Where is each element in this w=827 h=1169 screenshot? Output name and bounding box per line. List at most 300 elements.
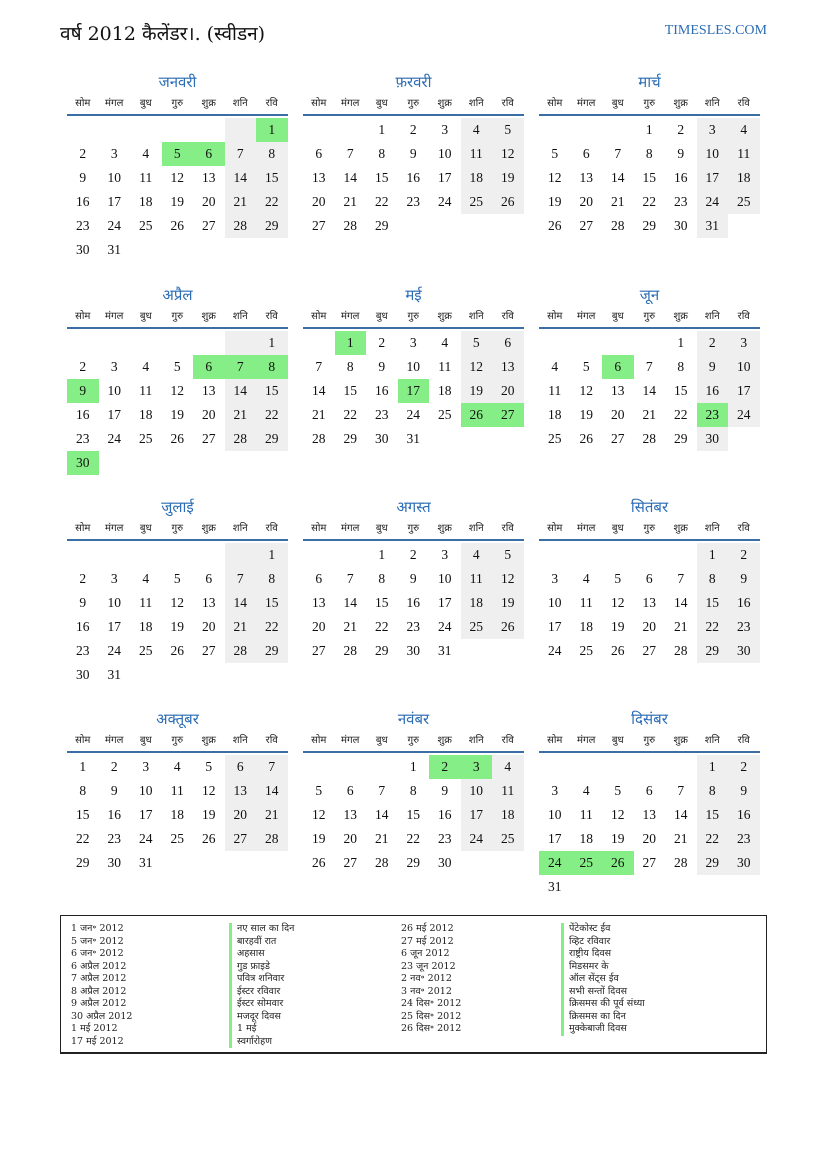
day-cell[interactable]: 15 xyxy=(256,591,288,615)
day-cell[interactable]: 16 xyxy=(76,619,90,634)
day-cell[interactable]: 11 xyxy=(139,383,153,398)
day-cell[interactable]: 4 xyxy=(142,359,150,374)
day-cell[interactable]: 12 xyxy=(492,142,524,166)
day-cell[interactable]: 25 xyxy=(461,615,493,639)
day-cell[interactable]: 16 xyxy=(76,194,90,209)
day-cell[interactable]: 9 xyxy=(677,146,685,161)
day-cell[interactable]: 5 xyxy=(173,571,181,586)
day-cell[interactable]: 4 xyxy=(461,118,493,142)
day-cell[interactable]: 7 xyxy=(677,571,685,586)
day-cell[interactable]: 3 xyxy=(409,335,417,350)
day-cell[interactable]: 31 xyxy=(406,431,420,446)
day-cell[interactable]: 21 xyxy=(642,407,656,422)
day-cell[interactable]: 23 xyxy=(375,407,389,422)
day-cell[interactable]: 14 xyxy=(674,807,688,822)
day-cell[interactable]: 20 xyxy=(492,379,524,403)
day-cell[interactable]: 1 xyxy=(335,331,367,355)
day-cell[interactable]: 31 xyxy=(139,855,153,870)
day-cell[interactable]: 9 xyxy=(728,567,760,591)
day-cell[interactable]: 15 xyxy=(375,170,389,185)
day-cell[interactable]: 20 xyxy=(642,831,656,846)
day-cell[interactable]: 16 xyxy=(697,379,729,403)
day-cell[interactable]: 12 xyxy=(170,595,184,610)
day-cell[interactable]: 12 xyxy=(579,383,593,398)
day-cell[interactable]: 12 xyxy=(312,807,326,822)
day-cell[interactable]: 28 xyxy=(343,218,357,233)
day-cell[interactable]: 18 xyxy=(461,591,493,615)
day-cell[interactable]: 1 xyxy=(677,335,685,350)
day-cell[interactable]: 29 xyxy=(343,431,357,446)
day-cell[interactable]: 8 xyxy=(677,359,685,374)
day-cell[interactable]: 19 xyxy=(170,619,184,634)
day-cell[interactable]: 3 xyxy=(110,359,118,374)
day-cell[interactable]: 20 xyxy=(202,407,216,422)
day-cell[interactable]: 24 xyxy=(728,403,760,427)
day-cell[interactable]: 3 xyxy=(697,118,729,142)
day-cell[interactable]: 27 xyxy=(225,827,257,851)
day-cell[interactable]: 28 xyxy=(256,827,288,851)
day-cell[interactable]: 6 xyxy=(645,571,653,586)
day-cell[interactable]: 29 xyxy=(256,214,288,238)
day-cell[interactable]: 22 xyxy=(674,407,688,422)
day-cell[interactable]: 2 xyxy=(409,547,417,562)
day-cell[interactable]: 5 xyxy=(614,783,622,798)
day-cell[interactable]: 8 xyxy=(378,146,386,161)
day-cell[interactable]: 4 xyxy=(142,146,150,161)
day-cell[interactable]: 26 xyxy=(548,218,562,233)
day-cell[interactable]: 22 xyxy=(375,619,389,634)
day-cell[interactable]: 28 xyxy=(312,431,326,446)
day-cell[interactable]: 15 xyxy=(697,591,729,615)
day-cell[interactable]: 20 xyxy=(579,194,593,209)
day-cell[interactable]: 23 xyxy=(107,831,121,846)
day-cell[interactable]: 5 xyxy=(492,543,524,567)
day-cell[interactable]: 25 xyxy=(571,851,603,875)
day-cell[interactable]: 8 xyxy=(645,146,653,161)
day-cell[interactable]: 7 xyxy=(225,142,257,166)
day-cell[interactable]: 21 xyxy=(343,194,357,209)
day-cell[interactable]: 3 xyxy=(441,547,449,562)
day-cell[interactable]: 19 xyxy=(170,407,184,422)
day-cell[interactable]: 22 xyxy=(256,403,288,427)
day-cell[interactable]: 30 xyxy=(76,667,90,682)
day-cell[interactable]: 18 xyxy=(548,407,562,422)
day-cell[interactable]: 16 xyxy=(674,170,688,185)
day-cell[interactable]: 3 xyxy=(110,571,118,586)
day-cell[interactable]: 16 xyxy=(438,807,452,822)
day-cell[interactable]: 10 xyxy=(548,807,562,822)
day-cell[interactable]: 9 xyxy=(110,783,118,798)
day-cell[interactable]: 15 xyxy=(343,383,357,398)
day-cell[interactable]: 9 xyxy=(409,571,417,586)
day-cell[interactable]: 21 xyxy=(225,615,257,639)
day-cell[interactable]: 30 xyxy=(107,855,121,870)
day-cell[interactable]: 7 xyxy=(645,359,653,374)
day-cell[interactable]: 29 xyxy=(256,427,288,451)
day-cell[interactable]: 27 xyxy=(312,643,326,658)
day-cell[interactable]: 15 xyxy=(76,807,90,822)
day-cell[interactable]: 25 xyxy=(728,190,760,214)
day-cell[interactable]: 11 xyxy=(461,567,493,591)
day-cell[interactable]: 29 xyxy=(76,855,90,870)
day-cell[interactable]: 17 xyxy=(107,407,121,422)
day-cell[interactable]: 19 xyxy=(202,807,216,822)
day-cell[interactable]: 6 xyxy=(193,142,225,166)
day-cell[interactable]: 1 xyxy=(697,543,729,567)
day-cell[interactable]: 20 xyxy=(312,194,326,209)
day-cell[interactable]: 7 xyxy=(225,355,257,379)
day-cell[interactable]: 29 xyxy=(674,431,688,446)
day-cell[interactable]: 19 xyxy=(312,831,326,846)
day-cell[interactable]: 17 xyxy=(461,803,493,827)
day-cell[interactable]: 15 xyxy=(674,383,688,398)
day-cell[interactable]: 10 xyxy=(697,142,729,166)
day-cell[interactable]: 5 xyxy=(582,359,590,374)
day-cell[interactable]: 4 xyxy=(728,118,760,142)
day-cell[interactable]: 7 xyxy=(346,146,354,161)
day-cell[interactable]: 19 xyxy=(461,379,493,403)
day-cell[interactable]: 9 xyxy=(728,779,760,803)
day-cell[interactable]: 24 xyxy=(406,407,420,422)
day-cell[interactable]: 20 xyxy=(202,194,216,209)
day-cell[interactable]: 7 xyxy=(225,567,257,591)
day-cell[interactable]: 12 xyxy=(170,170,184,185)
day-cell[interactable]: 7 xyxy=(378,783,386,798)
day-cell[interactable]: 13 xyxy=(611,383,625,398)
day-cell[interactable]: 5 xyxy=(315,783,323,798)
day-cell[interactable]: 17 xyxy=(548,619,562,634)
day-cell[interactable]: 15 xyxy=(697,803,729,827)
day-cell[interactable]: 24 xyxy=(438,194,452,209)
day-cell[interactable]: 18 xyxy=(170,807,184,822)
day-cell[interactable]: 14 xyxy=(375,807,389,822)
day-cell[interactable]: 22 xyxy=(256,190,288,214)
day-cell[interactable]: 1 xyxy=(697,755,729,779)
day-cell[interactable]: 12 xyxy=(170,383,184,398)
day-cell[interactable]: 25 xyxy=(139,218,153,233)
day-cell[interactable]: 5 xyxy=(492,118,524,142)
day-cell[interactable]: 8 xyxy=(256,567,288,591)
day-cell[interactable]: 14 xyxy=(674,595,688,610)
day-cell[interactable]: 23 xyxy=(438,831,452,846)
day-cell[interactable]: 9 xyxy=(697,355,729,379)
day-cell[interactable]: 2 xyxy=(110,759,118,774)
day-cell[interactable]: 14 xyxy=(343,170,357,185)
day-cell[interactable]: 8 xyxy=(256,355,288,379)
day-cell[interactable]: 8 xyxy=(697,779,729,803)
day-cell[interactable]: 30 xyxy=(728,851,760,875)
day-cell[interactable]: 17 xyxy=(398,379,430,403)
day-cell[interactable]: 30 xyxy=(438,855,452,870)
day-cell[interactable]: 2 xyxy=(79,146,87,161)
day-cell[interactable]: 23 xyxy=(76,218,90,233)
day-cell[interactable]: 3 xyxy=(142,759,150,774)
day-cell[interactable]: 24 xyxy=(548,643,562,658)
day-cell[interactable]: 3 xyxy=(551,571,559,586)
day-cell[interactable]: 10 xyxy=(107,383,121,398)
day-cell[interactable]: 5 xyxy=(461,331,493,355)
day-cell[interactable]: 23 xyxy=(406,619,420,634)
day-cell[interactable]: 18 xyxy=(139,619,153,634)
day-cell[interactable]: 5 xyxy=(162,142,194,166)
day-cell[interactable]: 27 xyxy=(642,643,656,658)
day-cell[interactable]: 6 xyxy=(315,571,323,586)
day-cell[interactable]: 11 xyxy=(579,807,593,822)
day-cell[interactable]: 18 xyxy=(438,383,452,398)
day-cell[interactable]: 19 xyxy=(170,194,184,209)
day-cell[interactable]: 25 xyxy=(170,831,184,846)
day-cell[interactable]: 23 xyxy=(728,615,760,639)
site-link[interactable]: TIMESLES.COM xyxy=(664,23,767,38)
day-cell[interactable]: 15 xyxy=(642,170,656,185)
day-cell[interactable]: 5 xyxy=(173,359,181,374)
day-cell[interactable]: 23 xyxy=(728,827,760,851)
day-cell[interactable]: 12 xyxy=(492,567,524,591)
day-cell[interactable]: 26 xyxy=(170,218,184,233)
day-cell[interactable]: 9 xyxy=(409,146,417,161)
day-cell[interactable]: 15 xyxy=(256,166,288,190)
day-cell[interactable]: 25 xyxy=(461,190,493,214)
day-cell[interactable]: 4 xyxy=(492,755,524,779)
day-cell[interactable]: 24 xyxy=(461,827,493,851)
day-cell[interactable]: 13 xyxy=(202,383,216,398)
day-cell[interactable]: 10 xyxy=(461,779,493,803)
day-cell[interactable]: 8 xyxy=(697,567,729,591)
day-cell[interactable]: 5 xyxy=(614,571,622,586)
day-cell[interactable]: 1 xyxy=(645,122,653,137)
day-cell[interactable]: 13 xyxy=(492,355,524,379)
day-cell[interactable]: 27 xyxy=(202,643,216,658)
day-cell[interactable]: 6 xyxy=(225,755,257,779)
day-cell[interactable]: 28 xyxy=(225,427,257,451)
day-cell[interactable]: 12 xyxy=(611,807,625,822)
day-cell[interactable]: 6 xyxy=(346,783,354,798)
day-cell[interactable]: 28 xyxy=(225,214,257,238)
day-cell[interactable]: 22 xyxy=(343,407,357,422)
day-cell[interactable]: 21 xyxy=(674,619,688,634)
day-cell[interactable]: 19 xyxy=(611,619,625,634)
day-cell[interactable]: 26 xyxy=(492,615,524,639)
day-cell[interactable]: 19 xyxy=(492,166,524,190)
day-cell[interactable]: 15 xyxy=(406,807,420,822)
day-cell[interactable]: 31 xyxy=(438,643,452,658)
day-cell[interactable]: 1 xyxy=(256,543,288,567)
day-cell[interactable]: 21 xyxy=(256,803,288,827)
day-cell[interactable]: 6 xyxy=(645,783,653,798)
day-cell[interactable]: 21 xyxy=(225,403,257,427)
day-cell[interactable]: 22 xyxy=(642,194,656,209)
day-cell[interactable]: 30 xyxy=(697,427,729,451)
day-cell[interactable]: 24 xyxy=(107,431,121,446)
day-cell[interactable]: 17 xyxy=(438,170,452,185)
day-cell[interactable]: 11 xyxy=(170,783,184,798)
day-cell[interactable]: 31 xyxy=(697,214,729,238)
day-cell[interactable]: 8 xyxy=(79,783,87,798)
day-cell[interactable]: 27 xyxy=(611,431,625,446)
day-cell[interactable]: 11 xyxy=(579,595,593,610)
day-cell[interactable]: 16 xyxy=(406,170,420,185)
day-cell[interactable]: 1 xyxy=(378,122,386,137)
day-cell[interactable]: 10 xyxy=(107,595,121,610)
day-cell[interactable]: 11 xyxy=(139,170,153,185)
day-cell[interactable]: 14 xyxy=(343,595,357,610)
day-cell[interactable]: 27 xyxy=(492,403,524,427)
day-cell[interactable]: 22 xyxy=(76,831,90,846)
day-cell[interactable]: 22 xyxy=(406,831,420,846)
day-cell[interactable]: 25 xyxy=(139,643,153,658)
day-cell[interactable]: 1 xyxy=(79,759,87,774)
day-cell[interactable]: 11 xyxy=(728,142,760,166)
day-cell[interactable]: 12 xyxy=(202,783,216,798)
day-cell[interactable]: 6 xyxy=(602,355,634,379)
day-cell[interactable]: 5 xyxy=(205,759,213,774)
day-cell[interactable]: 14 xyxy=(642,383,656,398)
day-cell[interactable]: 10 xyxy=(139,783,153,798)
day-cell[interactable]: 7 xyxy=(256,755,288,779)
day-cell[interactable]: 1 xyxy=(409,759,417,774)
day-cell[interactable]: 31 xyxy=(107,667,121,682)
day-cell[interactable]: 29 xyxy=(375,643,389,658)
day-cell[interactable]: 14 xyxy=(312,383,326,398)
day-cell[interactable]: 11 xyxy=(139,595,153,610)
day-cell[interactable]: 10 xyxy=(728,355,760,379)
day-cell[interactable]: 26 xyxy=(611,643,625,658)
day-cell[interactable]: 27 xyxy=(642,855,656,870)
day-cell[interactable]: 11 xyxy=(461,142,493,166)
day-cell[interactable]: 18 xyxy=(579,831,593,846)
day-cell[interactable]: 16 xyxy=(107,807,121,822)
day-cell[interactable]: 9 xyxy=(67,379,99,403)
day-cell[interactable]: 5 xyxy=(551,146,559,161)
day-cell[interactable]: 25 xyxy=(548,431,562,446)
day-cell[interactable]: 28 xyxy=(375,855,389,870)
day-cell[interactable]: 7 xyxy=(677,783,685,798)
day-cell[interactable]: 2 xyxy=(697,331,729,355)
day-cell[interactable]: 10 xyxy=(107,170,121,185)
day-cell[interactable]: 8 xyxy=(409,783,417,798)
day-cell[interactable]: 2 xyxy=(409,122,417,137)
day-cell[interactable]: 30 xyxy=(728,639,760,663)
day-cell[interactable]: 23 xyxy=(76,431,90,446)
day-cell[interactable]: 11 xyxy=(438,359,452,374)
day-cell[interactable]: 6 xyxy=(315,146,323,161)
day-cell[interactable]: 21 xyxy=(343,619,357,634)
day-cell[interactable]: 30 xyxy=(67,451,99,475)
day-cell[interactable]: 25 xyxy=(438,407,452,422)
day-cell[interactable]: 10 xyxy=(406,359,420,374)
day-cell[interactable]: 18 xyxy=(492,803,524,827)
day-cell[interactable]: 23 xyxy=(697,403,729,427)
day-cell[interactable]: 1 xyxy=(256,118,288,142)
day-cell[interactable]: 9 xyxy=(79,170,87,185)
day-cell[interactable]: 28 xyxy=(225,639,257,663)
day-cell[interactable]: 19 xyxy=(548,194,562,209)
day-cell[interactable]: 30 xyxy=(76,242,90,257)
day-cell[interactable]: 3 xyxy=(728,331,760,355)
day-cell[interactable]: 13 xyxy=(312,170,326,185)
day-cell[interactable]: 13 xyxy=(579,170,593,185)
day-cell[interactable]: 26 xyxy=(579,431,593,446)
day-cell[interactable]: 10 xyxy=(438,571,452,586)
day-cell[interactable]: 13 xyxy=(225,779,257,803)
day-cell[interactable]: 21 xyxy=(375,831,389,846)
day-cell[interactable]: 22 xyxy=(256,615,288,639)
day-cell[interactable]: 26 xyxy=(170,643,184,658)
day-cell[interactable]: 11 xyxy=(548,383,562,398)
day-cell[interactable]: 17 xyxy=(139,807,153,822)
day-cell[interactable]: 12 xyxy=(611,595,625,610)
day-cell[interactable]: 21 xyxy=(674,831,688,846)
day-cell[interactable]: 3 xyxy=(461,755,493,779)
day-cell[interactable]: 12 xyxy=(548,170,562,185)
day-cell[interactable]: 18 xyxy=(461,166,493,190)
day-cell[interactable]: 29 xyxy=(375,218,389,233)
day-cell[interactable]: 29 xyxy=(697,851,729,875)
day-cell[interactable]: 26 xyxy=(461,403,493,427)
day-cell[interactable]: 20 xyxy=(642,619,656,634)
day-cell[interactable]: 28 xyxy=(611,218,625,233)
day-cell[interactable]: 24 xyxy=(539,851,571,875)
day-cell[interactable]: 27 xyxy=(202,431,216,446)
day-cell[interactable]: 25 xyxy=(579,643,593,658)
day-cell[interactable]: 21 xyxy=(312,407,326,422)
day-cell[interactable]: 27 xyxy=(312,218,326,233)
day-cell[interactable]: 17 xyxy=(438,595,452,610)
day-cell[interactable]: 25 xyxy=(492,827,524,851)
day-cell[interactable]: 28 xyxy=(674,855,688,870)
day-cell[interactable]: 9 xyxy=(378,359,386,374)
day-cell[interactable]: 20 xyxy=(202,619,216,634)
day-cell[interactable]: 1 xyxy=(256,331,288,355)
day-cell[interactable]: 17 xyxy=(697,166,729,190)
day-cell[interactable]: 20 xyxy=(611,407,625,422)
day-cell[interactable]: 15 xyxy=(256,379,288,403)
day-cell[interactable]: 29 xyxy=(642,218,656,233)
day-cell[interactable]: 19 xyxy=(611,831,625,846)
day-cell[interactable]: 6 xyxy=(492,331,524,355)
day-cell[interactable]: 22 xyxy=(697,615,729,639)
day-cell[interactable]: 29 xyxy=(256,639,288,663)
day-cell[interactable]: 14 xyxy=(225,166,257,190)
day-cell[interactable]: 23 xyxy=(674,194,688,209)
day-cell[interactable]: 2 xyxy=(728,543,760,567)
day-cell[interactable]: 26 xyxy=(202,831,216,846)
day-cell[interactable]: 23 xyxy=(406,194,420,209)
day-cell[interactable]: 18 xyxy=(579,619,593,634)
day-cell[interactable]: 4 xyxy=(441,335,449,350)
day-cell[interactable]: 9 xyxy=(441,783,449,798)
day-cell[interactable]: 8 xyxy=(256,142,288,166)
day-cell[interactable]: 13 xyxy=(202,595,216,610)
day-cell[interactable]: 2 xyxy=(728,755,760,779)
day-cell[interactable]: 24 xyxy=(107,643,121,658)
day-cell[interactable]: 6 xyxy=(205,571,213,586)
day-cell[interactable]: 15 xyxy=(375,595,389,610)
day-cell[interactable]: 8 xyxy=(378,571,386,586)
day-cell[interactable]: 22 xyxy=(375,194,389,209)
day-cell[interactable]: 22 xyxy=(697,827,729,851)
day-cell[interactable]: 16 xyxy=(728,591,760,615)
day-cell[interactable]: 25 xyxy=(139,431,153,446)
day-cell[interactable]: 14 xyxy=(225,591,257,615)
day-cell[interactable]: 13 xyxy=(312,595,326,610)
day-cell[interactable]: 26 xyxy=(602,851,634,875)
day-cell[interactable]: 14 xyxy=(611,170,625,185)
day-cell[interactable]: 2 xyxy=(677,122,685,137)
day-cell[interactable]: 17 xyxy=(107,194,121,209)
day-cell[interactable]: 31 xyxy=(107,242,121,257)
day-cell[interactable]: 7 xyxy=(346,571,354,586)
